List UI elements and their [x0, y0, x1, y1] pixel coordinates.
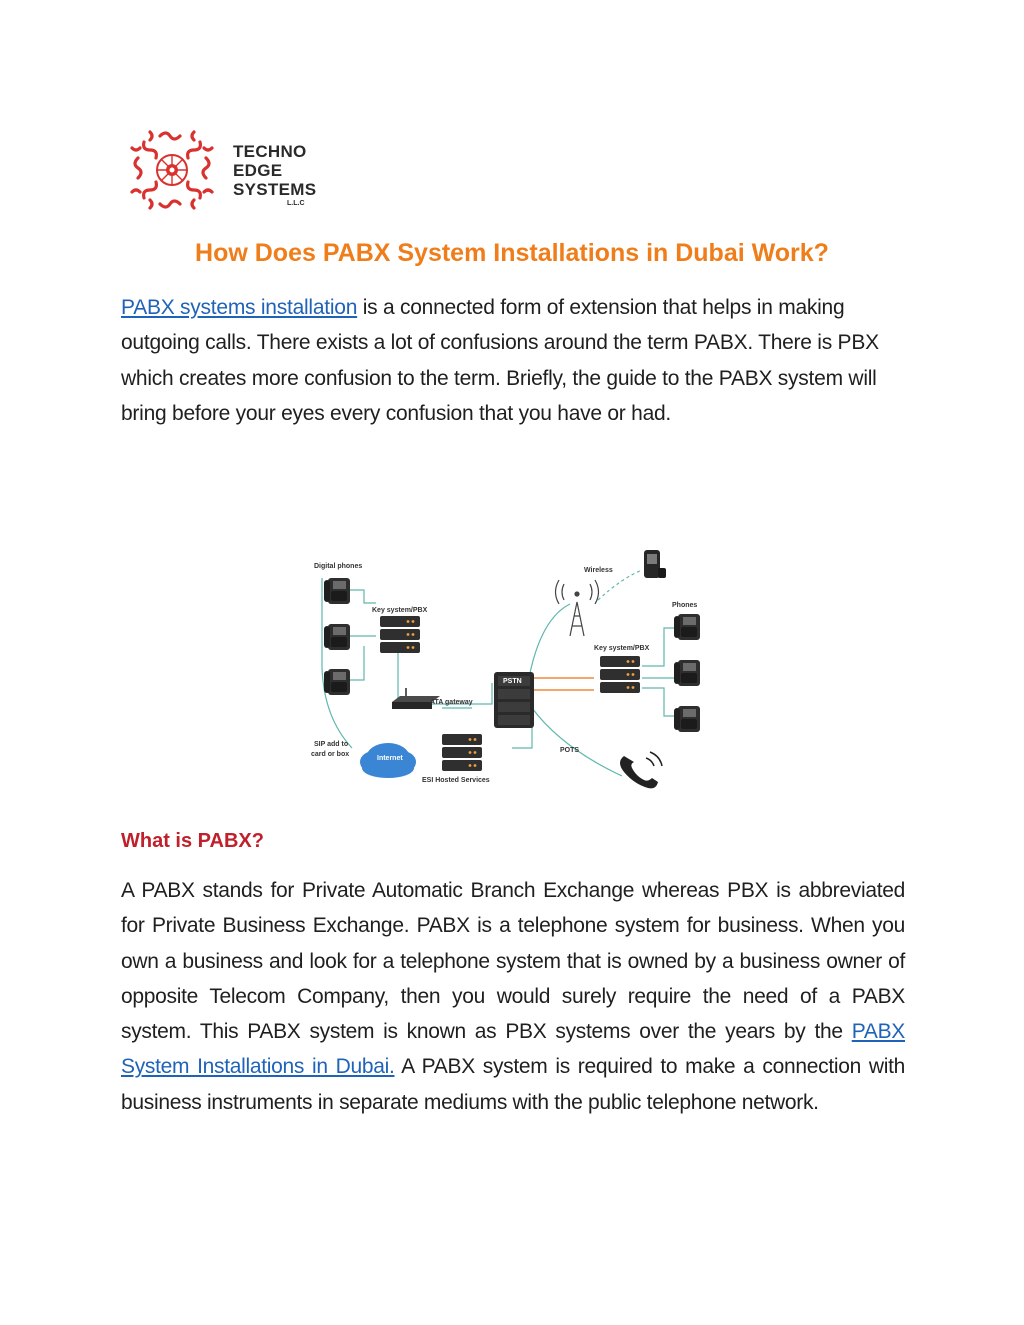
- label-esi-hosted: ESI Hosted Services: [422, 777, 490, 784]
- label-pstn: PSTN: [503, 678, 522, 685]
- pabx-network-diagram: [302, 548, 722, 810]
- section-heading: What is PABX?: [121, 830, 264, 852]
- logo-wordmark: [233, 142, 316, 208]
- label-wireless: Wireless: [584, 567, 613, 574]
- mobile-phone-icon: [644, 550, 666, 578]
- server-rack-icon: [600, 656, 640, 693]
- diagram-svg: [302, 548, 722, 810]
- intro-text: is a connected form of extension that helps in making outgoing calls. There exists a lot of confusions around the term PABX. There is PBX which creates more confusion to the term. Briefly, the guide to the PABX system will bring before your eyes every confusion that you have or had.: [121, 296, 879, 425]
- server-rack-icon: [442, 734, 482, 771]
- cell-tower-icon: [556, 580, 599, 636]
- desk-phone-icon: [324, 624, 350, 650]
- desk-phone-icon: [324, 669, 350, 695]
- intro-paragraph: [121, 290, 905, 431]
- body-text-after: A PABX system is required to make a connection with business instruments in separate mediums with the public telephone network.: [121, 1055, 906, 1114]
- logo-llc: L.L.C: [287, 200, 305, 207]
- label-phones: Phones: [672, 602, 698, 609]
- pabx-dubai-link[interactable]: PABX System Installations in Dubai.: [121, 1020, 905, 1079]
- handset-icon: [620, 752, 662, 788]
- label-ata-gateway: ATA gateway: [430, 699, 473, 706]
- server-rack-icon: [380, 616, 420, 653]
- label-digital-phones: Digital phones: [314, 563, 363, 570]
- desk-phone-icon: [674, 706, 700, 732]
- label-sip-line-1: SIP add to: [314, 741, 349, 748]
- body-text-before: A PABX stands for Private Automatic Branch Exchange whereas PBX is abbreviated for Private Business Exchange. PABX is a telephone system for business. When you own a business and look for a telephone system that is owned by a business owner of opposite Telecom Company, then you would surely require the need of a PABX system. This PABX system is known as PBX systems over the years by the: [121, 879, 905, 1044]
- logo-line-2: EDGE: [233, 161, 283, 180]
- label-sip-line-2: card or box: [311, 751, 350, 758]
- label-pots: POTS: [560, 747, 580, 754]
- body-paragraph: [121, 873, 905, 1120]
- logo-emblem-icon: [130, 128, 214, 212]
- label-key-system-left: Key system/PBX: [372, 607, 428, 614]
- pstn-link-lines: [534, 678, 594, 690]
- pabx-installation-link[interactable]: PABX systems installation: [121, 296, 358, 319]
- desk-phone-icon: [674, 614, 700, 640]
- page-title: How Does PABX System Installations in Dubai Work?: [195, 239, 829, 267]
- label-key-system-right: Key system/PBX: [594, 645, 650, 652]
- logo-line-3: SYSTEMS: [233, 180, 317, 199]
- desk-phone-icon: [674, 660, 700, 686]
- label-internet: Internet: [377, 755, 403, 762]
- company-logo: [130, 128, 320, 212]
- desk-phone-icon: [324, 578, 350, 604]
- logo-line-1: TECHNO: [233, 142, 307, 161]
